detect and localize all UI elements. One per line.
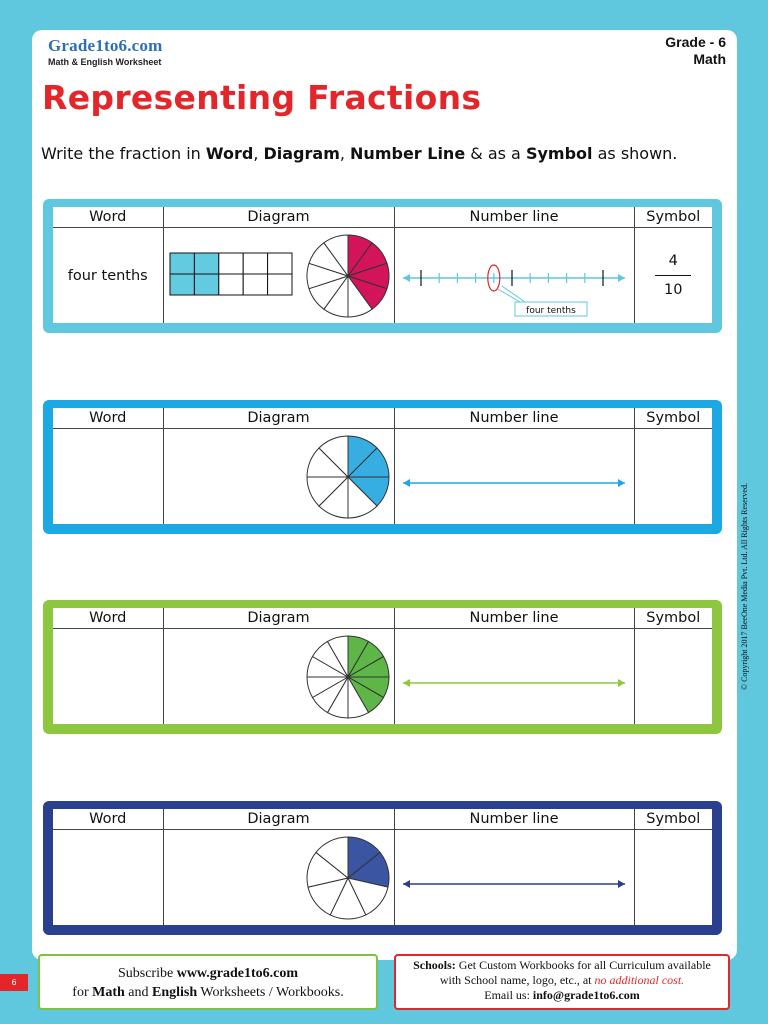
subscribe-text: and: [124, 985, 152, 1000]
instructions: [41, 144, 721, 164]
bar-cell-shaded: [194, 274, 218, 295]
exercise-table-frame-3: [43, 801, 722, 935]
instr-text: as shown.: [592, 144, 678, 163]
arrow-left-icon: [403, 679, 410, 687]
word-answer-cell[interactable]: [53, 429, 163, 525]
example-symbol: [634, 228, 712, 324]
col-header-number-line: Number line: [394, 408, 634, 429]
arrow-right-icon: [618, 479, 625, 487]
col-header-word: Word: [53, 809, 163, 830]
bar-cell: [243, 274, 267, 295]
col-header-number-line: Number line: [394, 608, 634, 629]
bar-cell: [267, 253, 291, 274]
pie-diagram: [164, 631, 393, 723]
schools-text: Email us:: [484, 988, 533, 1002]
number-line-blank: [395, 832, 633, 924]
col-header-number-line: Number line: [394, 207, 634, 228]
arrow-right-icon: [618, 274, 625, 282]
number-line-blank: [395, 631, 633, 723]
example-number-line: [395, 230, 633, 322]
schools-line-2: [396, 973, 728, 988]
schools-text: Get Custom Workbooks for all Curriculum available: [455, 958, 711, 972]
col-header-diagram: Diagram: [163, 608, 394, 629]
pie-diagram: [164, 832, 393, 924]
arrow-left-icon: [403, 479, 410, 487]
symbol-answer-cell[interactable]: [634, 629, 712, 725]
instr-text: & as a: [465, 144, 526, 163]
number-line-cell[interactable]: [394, 629, 634, 725]
number-line-blank: [395, 431, 633, 523]
col-header-word: Word: [53, 207, 163, 228]
arrow-left-icon: [403, 880, 410, 888]
bar-cell: [218, 274, 242, 295]
page-title: Representing Fractions: [42, 78, 482, 117]
subscribe-text: Subscribe: [117, 966, 177, 981]
grade-label: Grade - 6: [665, 34, 726, 50]
label-pointer: [501, 286, 524, 302]
col-header-number-line: Number line: [394, 809, 634, 830]
example-number-line-cell: [394, 228, 634, 324]
arrow-right-icon: [618, 679, 625, 687]
diagram-cell: [163, 429, 394, 525]
bar-cell: [267, 274, 291, 295]
schools-no-cost: no additional cost.: [594, 973, 685, 987]
bar-cell-shaded: [194, 253, 218, 274]
diagram-cell: [163, 830, 394, 926]
subscribe-math: Math: [92, 985, 125, 1000]
subscribe-english: English: [152, 985, 198, 1000]
subscribe-url[interactable]: www.grade1to6.com: [176, 966, 299, 981]
col-header-word: Word: [53, 408, 163, 429]
numerator: 4: [668, 252, 678, 269]
word-answer-cell[interactable]: [53, 830, 163, 926]
bar-cell: [218, 253, 242, 274]
number-line-label: four tenths: [525, 305, 576, 316]
diagram-cell: [163, 629, 394, 725]
instr-comma: ,: [339, 144, 351, 163]
example-diagram-cell: [163, 228, 394, 324]
col-header-diagram: Diagram: [163, 207, 394, 228]
subscribe-line-1: [40, 964, 376, 983]
schools-line-3: [396, 988, 728, 1003]
col-header-diagram: Diagram: [163, 408, 394, 429]
number-line-cell[interactable]: [394, 830, 634, 926]
example-word: four tenths: [53, 228, 163, 324]
example-table-frame: [43, 199, 722, 333]
exercise-table-frame-2: [43, 600, 722, 734]
subscribe-text: Worksheets / Workbooks.: [197, 985, 344, 1000]
example-diagram: [164, 230, 393, 322]
copyright-text: © Copyright 2017 BeeOne Media Pvt. Ltd. All Rights Reserved.: [740, 483, 749, 690]
number-line-cell[interactable]: [394, 429, 634, 525]
instr-comma: ,: [253, 144, 264, 163]
arrow-left-icon: [403, 274, 410, 282]
col-header-symbol: Symbol: [634, 608, 712, 629]
col-header-diagram: Diagram: [163, 809, 394, 830]
col-header-word: Word: [53, 608, 163, 629]
bar-cell-shaded: [170, 253, 194, 274]
logo-sub-text: Math & English Worksheet: [48, 57, 162, 67]
exercise-table-2: [53, 608, 712, 724]
subscribe-line-2: [40, 983, 376, 1002]
subscribe-box: [38, 954, 378, 1010]
grade-info: [665, 34, 726, 68]
instr-word: Word: [205, 144, 254, 163]
schools-email[interactable]: info@grade1to6.com: [532, 988, 640, 1002]
subject-label: Math: [693, 51, 726, 67]
instr-text: Write the fraction in: [41, 144, 206, 163]
word-answer-cell[interactable]: [53, 629, 163, 725]
schools-line-1: [396, 958, 728, 973]
pie-diagram: [164, 431, 393, 523]
instr-symbol: Symbol: [525, 144, 593, 163]
schools-box: [394, 954, 730, 1010]
denominator: 10: [664, 282, 683, 299]
schools-text: with School name, logo, etc., at: [439, 973, 595, 987]
col-header-symbol: Symbol: [634, 408, 712, 429]
col-header-symbol: Symbol: [634, 207, 712, 228]
col-header-symbol: Symbol: [634, 809, 712, 830]
site-logo: [48, 36, 163, 67]
arrow-right-icon: [618, 880, 625, 888]
bar-cell-shaded: [170, 274, 194, 295]
schools-label: Schools:: [413, 958, 456, 972]
fraction-bar: [655, 275, 691, 277]
bar-cell: [243, 253, 267, 274]
symbol-answer-cell[interactable]: [634, 429, 712, 525]
instr-number-line: Number Line: [350, 144, 466, 163]
example-table: [53, 207, 712, 323]
page-number: 6: [0, 974, 28, 991]
subscribe-text: for: [72, 985, 93, 1000]
exercise-table-1: [53, 408, 712, 524]
exercise-table-3: [53, 809, 712, 925]
symbol-answer-cell[interactable]: [634, 830, 712, 926]
instr-diagram: Diagram: [263, 144, 340, 163]
exercise-table-frame-1: [43, 400, 722, 534]
logo-main-text: Grade1to6.com: [48, 36, 163, 55]
